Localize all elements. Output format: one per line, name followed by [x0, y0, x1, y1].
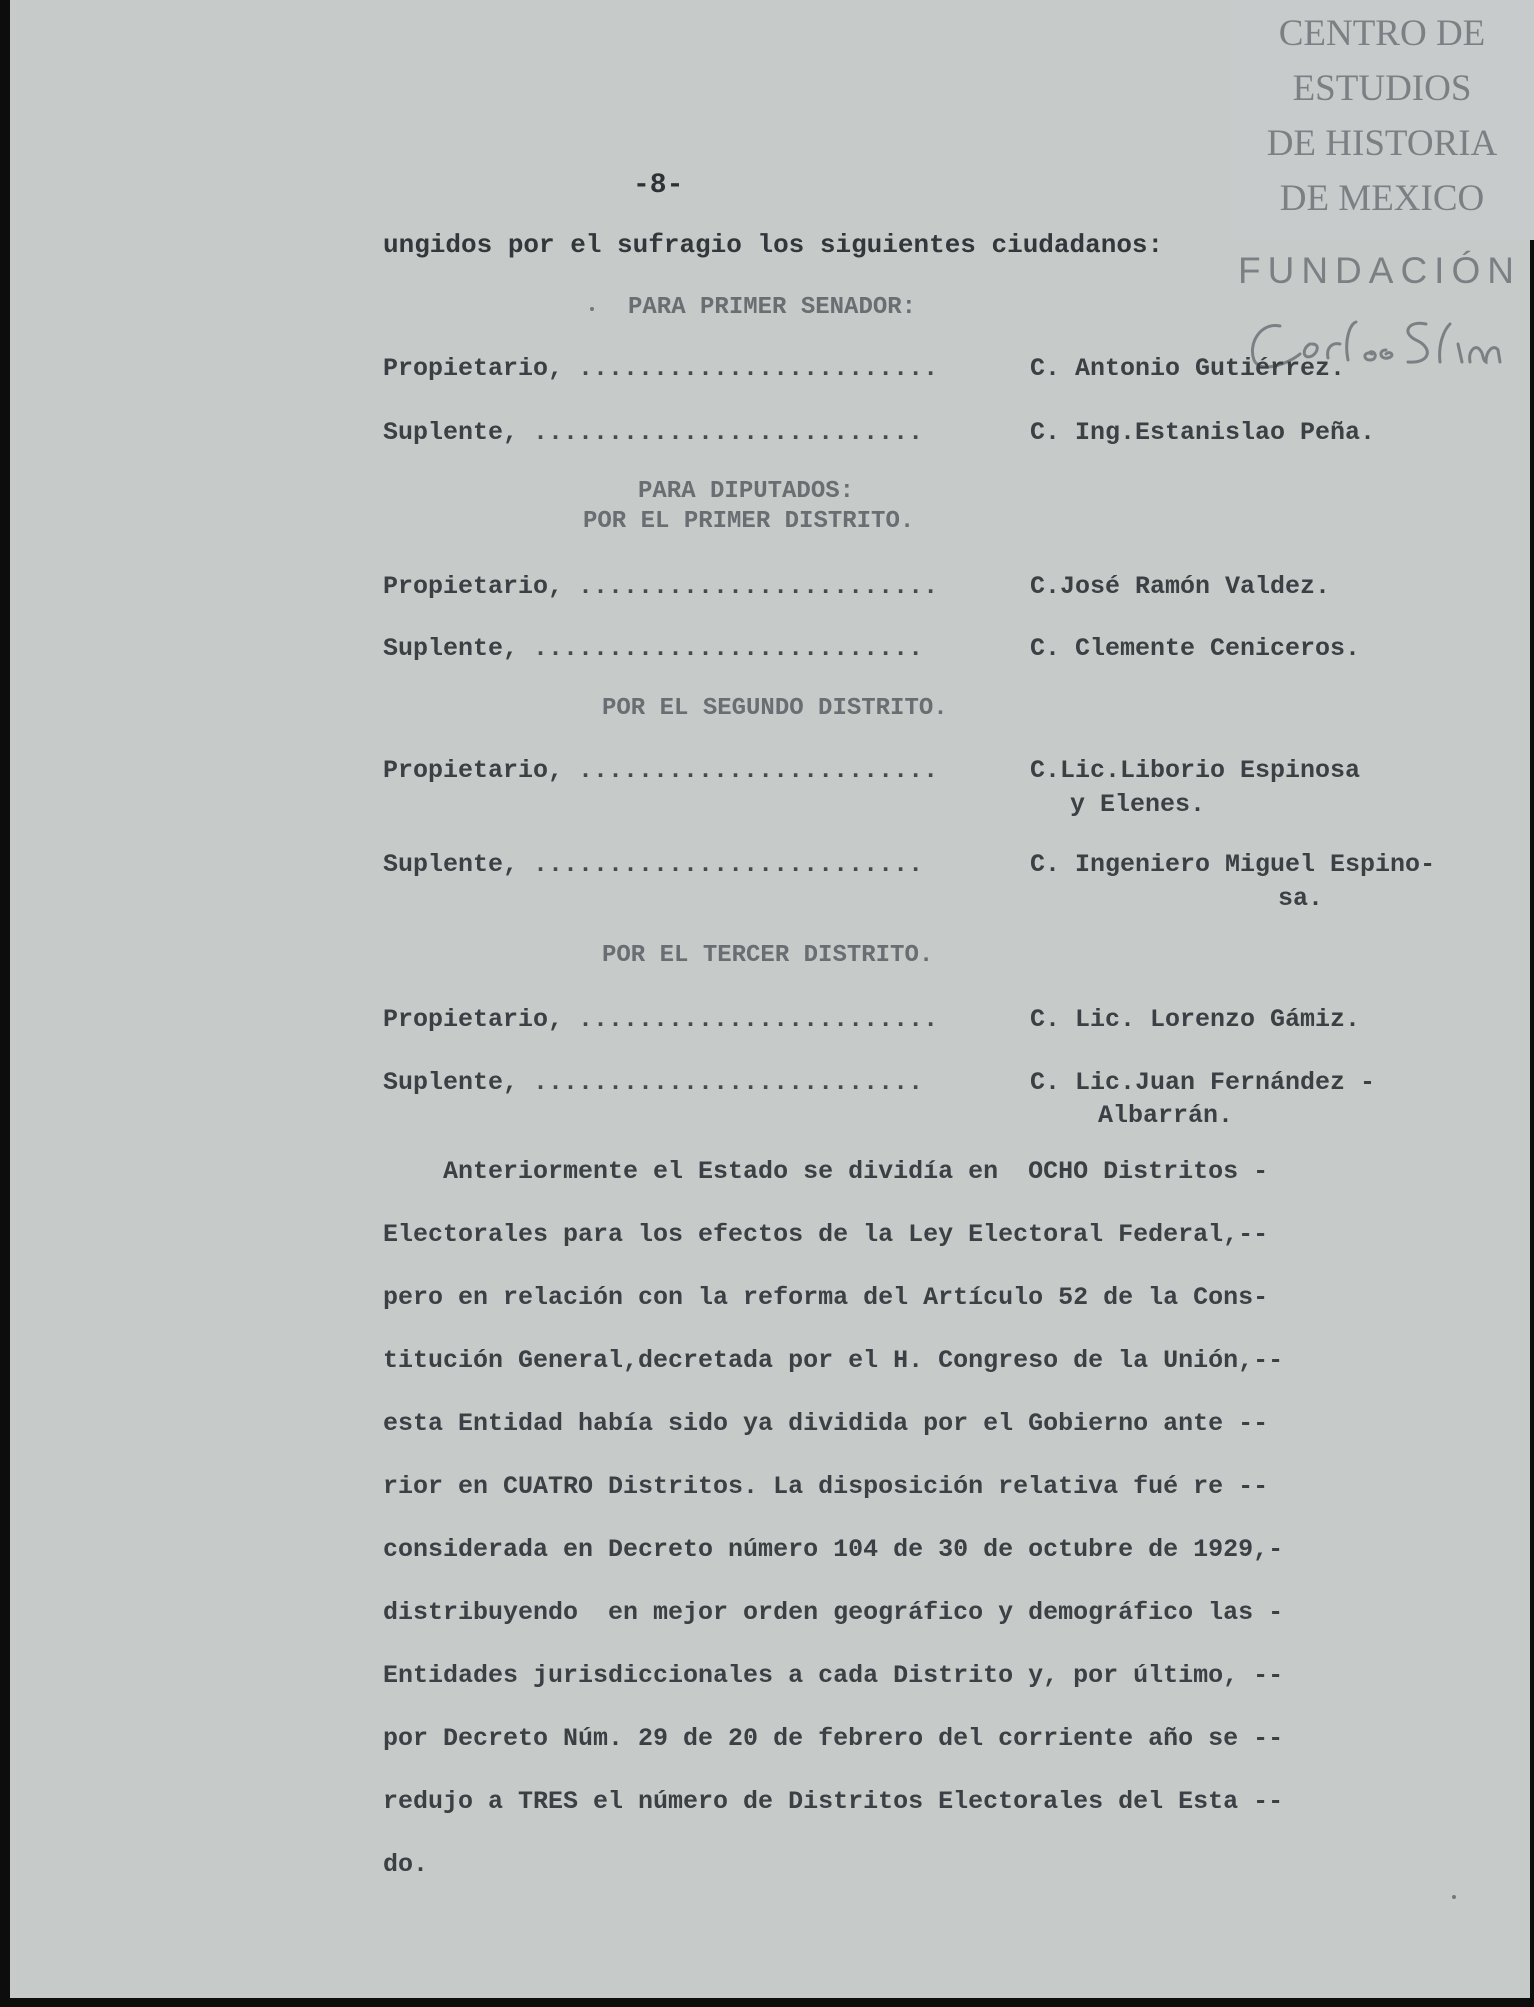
entry-name-continuation: sa.	[1278, 884, 1324, 913]
entry-name-continuation: Albarrán.	[1098, 1101, 1234, 1130]
foundation-label: FUNDACIÓN	[1238, 250, 1521, 291]
scan-border-left	[0, 0, 10, 2007]
paragraph-line: distribuyendo en mejor orden geográfico y demográfico las -	[383, 1598, 1284, 1627]
paragraph-line: do.	[383, 1850, 429, 1879]
heading-tercer-distrito: POR EL TERCER DISTRITO.	[602, 942, 934, 969]
scan-border-bottom	[0, 1998, 1534, 2007]
intro-line: ungidos por el sufragio los siguientes ciudadanos:	[383, 230, 1164, 260]
entry-role: Suplente, ..........................	[383, 1068, 924, 1097]
archive-line: ESTUDIOS	[1292, 68, 1472, 109]
paragraph-line: rior en CUATRO Distritos. La disposición relativa fué re --	[383, 1472, 1269, 1501]
heading-diputados: PARA DIPUTADOS:	[638, 478, 855, 505]
entry-name: C. Antonio Gutiérrez.	[1030, 354, 1346, 383]
entry-role: Propietario, ........................	[383, 756, 939, 785]
archive-stamp	[1232, 6, 1532, 226]
entry-role: Suplente, ..........................	[383, 850, 924, 879]
entry-name: C. Ingeniero Miguel Espino-	[1030, 850, 1436, 879]
entry-role: Propietario, ........................	[383, 1005, 939, 1034]
entry-name: C.Lic.Liborio Espinosa	[1030, 756, 1361, 785]
entry-name: C. Lic.Juan Fernández -	[1030, 1068, 1376, 1097]
paragraph-line: Electorales para los efectos de la Ley Electoral Federal,--	[383, 1220, 1269, 1249]
body-paragraph	[383, 1152, 1463, 1908]
paragraph-line: Entidades jurisdiccionales a cada Distrito y, por último, --	[383, 1661, 1284, 1690]
heading-primer-senador: PARA PRIMER SENADOR:	[628, 294, 917, 321]
entry-role: Propietario, ........................	[383, 354, 939, 383]
entry-name-continuation: y Elenes.	[1070, 790, 1206, 819]
archive-line: DE HISTORIA	[1266, 123, 1498, 164]
entry-role: Suplente, ..........................	[383, 418, 924, 447]
scan-speck	[590, 307, 594, 311]
paragraph-line: pero en relación con la reforma del Artículo 52 de la Cons-	[383, 1283, 1269, 1312]
entry-name: C. Clemente Ceniceros.	[1030, 634, 1361, 663]
page-number: -8-	[633, 170, 684, 201]
paragraph-line: redujo a TRES el número de Distritos Electorales del Esta --	[383, 1787, 1284, 1816]
heading-primer-distrito: POR EL PRIMER DISTRITO.	[583, 508, 915, 535]
entry-name: C. Ing.Estanislao Peña.	[1030, 418, 1376, 447]
entry-role: Suplente, ..........................	[383, 634, 924, 663]
archive-line: DE MEXICO	[1279, 178, 1485, 219]
entry-name: C. Lic. Lorenzo Gámiz.	[1030, 1005, 1361, 1034]
scan-speck	[1452, 1895, 1456, 1899]
paragraph-line: considerada en Decreto número 104 de 30 de octubre de 1929,-	[383, 1535, 1284, 1564]
entry-role: Propietario, ........................	[383, 572, 939, 601]
archive-line: CENTRO DE	[1278, 13, 1486, 54]
paragraph-line: por Decreto Núm. 29 de 20 de febrero del corriente año se --	[383, 1724, 1284, 1753]
paragraph-line: titución General,decretada por el H. Congreso de la Unión,--	[383, 1346, 1284, 1375]
paragraph-line: Anteriormente el Estado se dividía en OCHO Distritos -	[383, 1157, 1269, 1186]
heading-segundo-distrito: POR EL SEGUNDO DISTRITO.	[602, 695, 948, 722]
paragraph-line: esta Entidad había sido ya dividida por el Gobierno ante --	[383, 1409, 1269, 1438]
entry-name: C.José Ramón Valdez.	[1030, 572, 1331, 601]
